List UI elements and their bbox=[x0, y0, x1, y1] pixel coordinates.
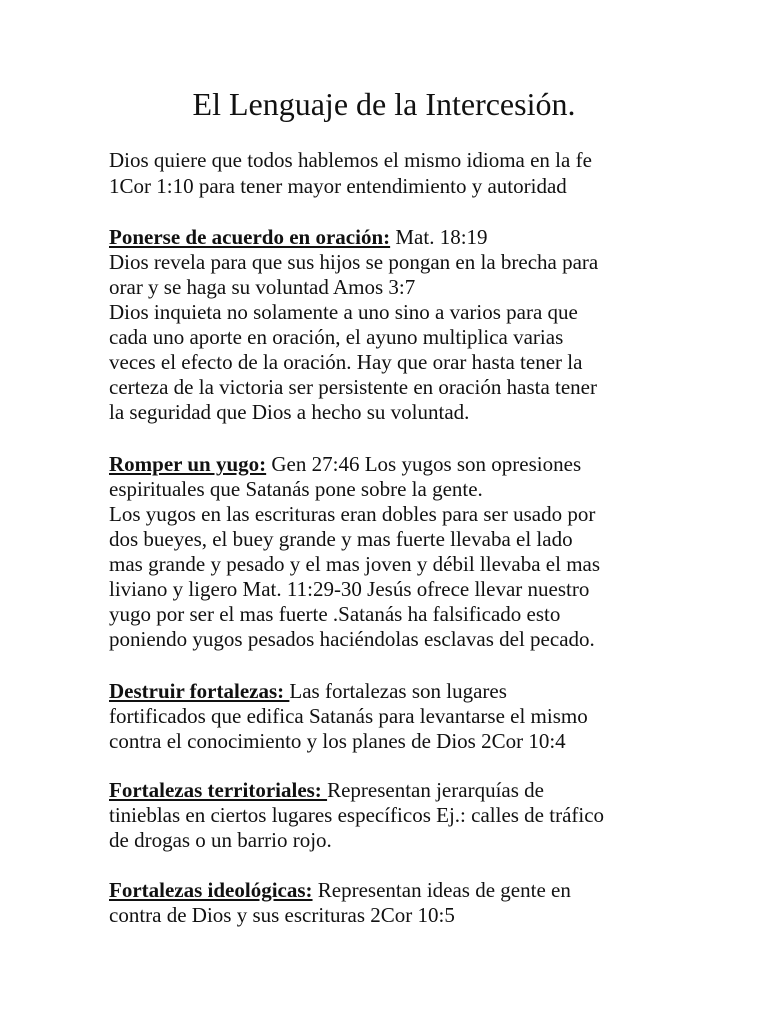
section-first-line bbox=[109, 225, 488, 250]
section-text: Representan jerarquías de bbox=[327, 778, 544, 802]
section-text: Las fortalezas son lugares bbox=[289, 679, 507, 703]
section-line: yugo por ser el mas fuerte .Satanás ha falsificado esto bbox=[109, 602, 561, 626]
section-line: liviano y ligero Mat. 11:29-30 Jesús ofrece llevar nuestro bbox=[109, 577, 590, 601]
section-line: tinieblas en ciertos lugares específicos Ej.: calles de tráfico bbox=[109, 803, 605, 827]
section-heading: Ponerse de acuerdo en oración: bbox=[109, 225, 391, 249]
section-heading: Romper un yugo: bbox=[109, 452, 267, 476]
section-first-line bbox=[109, 778, 544, 803]
section-text: Mat. 18:19 bbox=[390, 225, 488, 249]
section-line: la seguridad que Dios a hecho su voluntad. bbox=[109, 400, 470, 424]
section-line: dos bueyes, el buey grande y mas fuerte llevaba el lado bbox=[109, 527, 573, 551]
section-line: contra el conocimiento y los planes de Dios 2Cor 10:4 bbox=[109, 729, 566, 753]
section-line: veces el efecto de la oración. Hay que orar hasta tener la bbox=[109, 350, 583, 374]
section-line: Los yugos en las escrituras eran dobles para ser usado por bbox=[109, 502, 596, 526]
document-title: El Lenguaje de la Intercesión. bbox=[192, 86, 576, 122]
section-line: orar y se haga su voluntad Amos 3:7 bbox=[109, 275, 416, 299]
section-line: mas grande y pesado y el mas joven y débil llevaba el mas bbox=[109, 552, 601, 576]
section-first-line bbox=[109, 452, 581, 477]
section-text: Gen 27:46 Los yugos son opresiones bbox=[266, 452, 582, 476]
intro-line: 1Cor 1:10 para tener mayor entendimiento y autoridad bbox=[109, 174, 567, 198]
section-heading: Fortalezas territoriales: bbox=[109, 778, 328, 802]
section-line: fortificados que edifica Satanás para levantarse el mismo bbox=[109, 704, 588, 728]
section-first-line bbox=[109, 878, 571, 903]
intro-line: Dios quiere que todos hablemos el mismo idioma en la fe bbox=[109, 148, 592, 172]
section-text: Representan ideas de gente en bbox=[312, 878, 571, 902]
section-line: Dios inquieta no solamente a uno sino a varios para que bbox=[109, 300, 578, 324]
section-first-line bbox=[109, 679, 507, 704]
section-line: contra de Dios y sus escrituras 2Cor 10:5 bbox=[109, 903, 455, 927]
section-line: de drogas o un barrio rojo. bbox=[109, 828, 332, 852]
section-line: poniendo yugos pesados haciéndolas esclavas del pecado. bbox=[109, 627, 595, 651]
section-line: cada uno aporte en oración, el ayuno multiplica varias bbox=[109, 325, 564, 349]
section-line: certeza de la victoria ser persistente en oración hasta tener bbox=[109, 375, 597, 399]
section-heading: Fortalezas ideológicas: bbox=[109, 878, 313, 902]
section-line: Dios revela para que sus hijos se pongan en la brecha para bbox=[109, 250, 599, 274]
section-heading: Destruir fortalezas: bbox=[109, 679, 290, 703]
section-line: espirituales que Satanás pone sobre la gente. bbox=[109, 477, 483, 501]
